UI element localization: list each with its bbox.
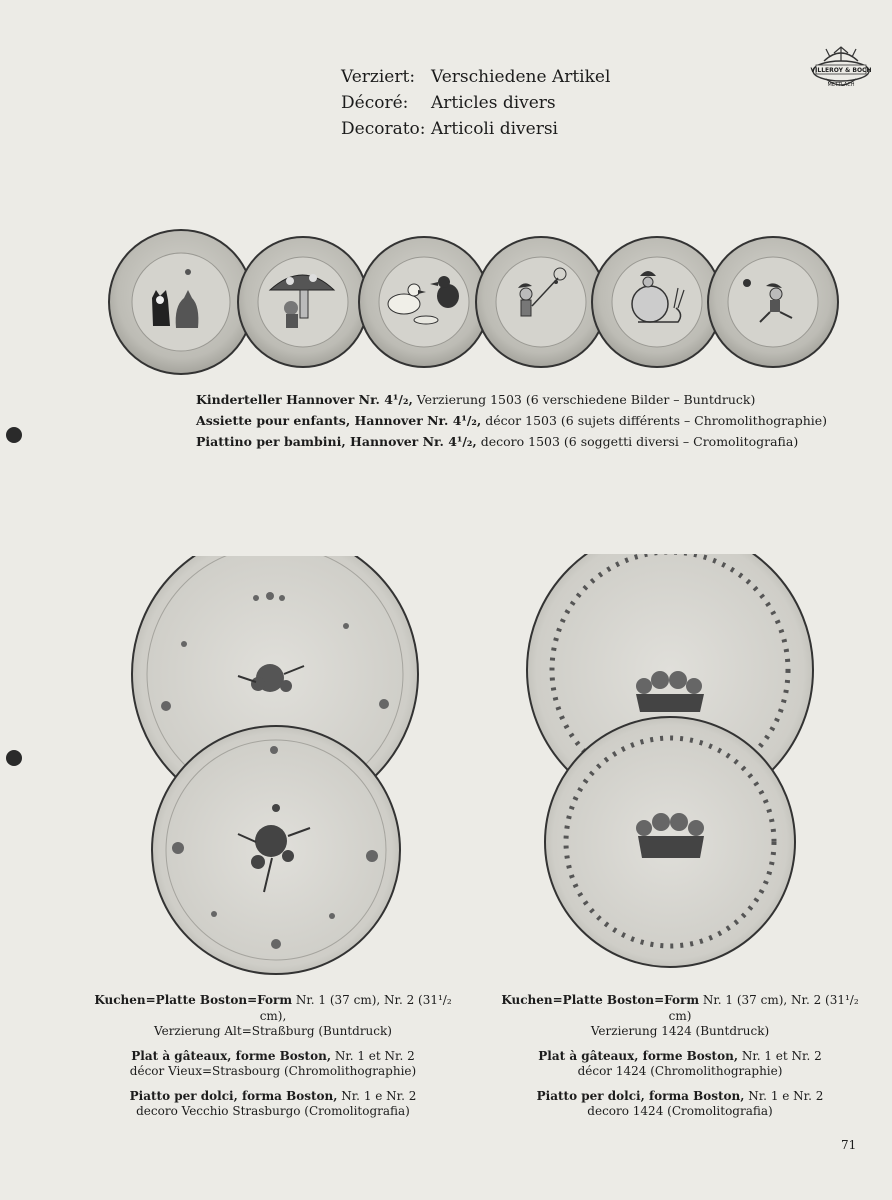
page-number: 71: [841, 1138, 857, 1152]
header-text: Articoli diversi: [431, 119, 558, 139]
header-text: Verschiedene Artikel: [431, 67, 611, 87]
caption-rest: Nr. 1 et Nr. 2: [331, 1048, 415, 1063]
header-label: Décoré:: [341, 93, 409, 113]
header-label: Verziert:: [341, 67, 416, 87]
villeroy-boch-logo: [810, 45, 872, 93]
alt-strassburg-platters: [126, 556, 426, 980]
caption-fr: [490, 1049, 870, 1080]
caption-rest: Nr. 1 et Nr. 2: [738, 1048, 822, 1063]
kids-plate-running-gnome: [708, 237, 838, 367]
binder-hole: [6, 750, 22, 766]
header-line-fr: [341, 90, 610, 116]
caption-rest: Verzierung 1503 (6 verschiedene Bilder – Buntdruck): [412, 392, 756, 407]
caption-bold: Piatto per dolci, forma Boston,: [129, 1088, 338, 1103]
kids-plates-row: [108, 226, 844, 378]
kids-plates-caption: [196, 389, 827, 452]
caption-rest: Nr. 1 e Nr. 2: [744, 1088, 824, 1103]
logo-text-bottom: METTLACH: [827, 82, 855, 88]
caption-line-de: [196, 389, 827, 410]
header-text: Articles divers: [431, 93, 556, 113]
header-label: Decorato:: [341, 119, 426, 139]
binder-hole: [6, 427, 22, 443]
caption-de: [490, 993, 870, 1040]
kids-plate-gnome-net: [476, 237, 606, 367]
logo-text-top: VILLEROY & BOCH: [810, 67, 872, 74]
kids-plate-mushroom: [238, 237, 368, 367]
left-platter-captions: [88, 993, 458, 1129]
caption-bold: Assiette pour enfants, Hannover Nr. 4¹/₂,: [196, 413, 482, 428]
caption-line2: Verzierung 1424 (Buntdruck): [590, 1024, 770, 1038]
page-header: [341, 64, 610, 142]
caption-line-it: [196, 431, 827, 452]
platter-small: [545, 717, 795, 967]
caption-bold: Piattino per bambini, Hannover Nr. 4¹/₂,: [196, 434, 477, 449]
platter-small: [152, 726, 400, 974]
caption-rest: Nr. 1 e Nr. 2: [337, 1088, 417, 1103]
caption-rest: Nr. 1 (37 cm), Nr. 2 (31¹/₂ cm): [668, 993, 859, 1023]
caption-bold: Plat à gâteaux, forme Boston,: [538, 1048, 738, 1063]
caption-bold: Kuchen=Platte Boston=Form: [94, 993, 293, 1007]
caption-bold: Kuchen=Platte Boston=Form: [501, 993, 700, 1007]
caption-line2: decoro Vecchio Strasburgo (Cromolitografia): [136, 1104, 410, 1118]
right-platter-captions: [490, 993, 870, 1129]
kids-plate-snail: [592, 237, 722, 367]
header-line-it: [341, 116, 610, 142]
kids-plate-cats: [109, 230, 253, 374]
caption-it: [490, 1089, 870, 1120]
caption-de: [88, 993, 458, 1040]
caption-bold: Kinderteller Hannover Nr. 4¹/₂,: [196, 392, 413, 407]
caption-line2: décor 1424 (Chromolithographie): [577, 1064, 783, 1078]
header-line-de: [341, 64, 610, 90]
caption-line2: Verzierung Alt=Straßburg (Buntdruck): [154, 1024, 392, 1038]
kids-plate-ducks: [359, 237, 489, 367]
caption-bold: Piatto per dolci, forma Boston,: [536, 1088, 745, 1103]
caption-line2: decoro 1424 (Cromolitografia): [587, 1104, 773, 1118]
caption-it: [88, 1089, 458, 1120]
caption-rest: Nr. 1 (37 cm), Nr. 2 (31¹/₂ cm),: [259, 993, 452, 1023]
caption-fr: [88, 1049, 458, 1080]
caption-bold: Plat à gâteaux, forme Boston,: [131, 1048, 331, 1063]
caption-rest: décor 1503 (6 sujets différents – Chromolithographie): [481, 413, 828, 428]
caption-line2: décor Vieux=Strasbourg (Chromolithographie): [129, 1064, 417, 1078]
caption-rest: decoro 1503 (6 soggetti diversi – Cromolitografia): [476, 434, 799, 449]
caption-line-fr: [196, 410, 827, 431]
decor-1424-platters: [524, 554, 820, 974]
